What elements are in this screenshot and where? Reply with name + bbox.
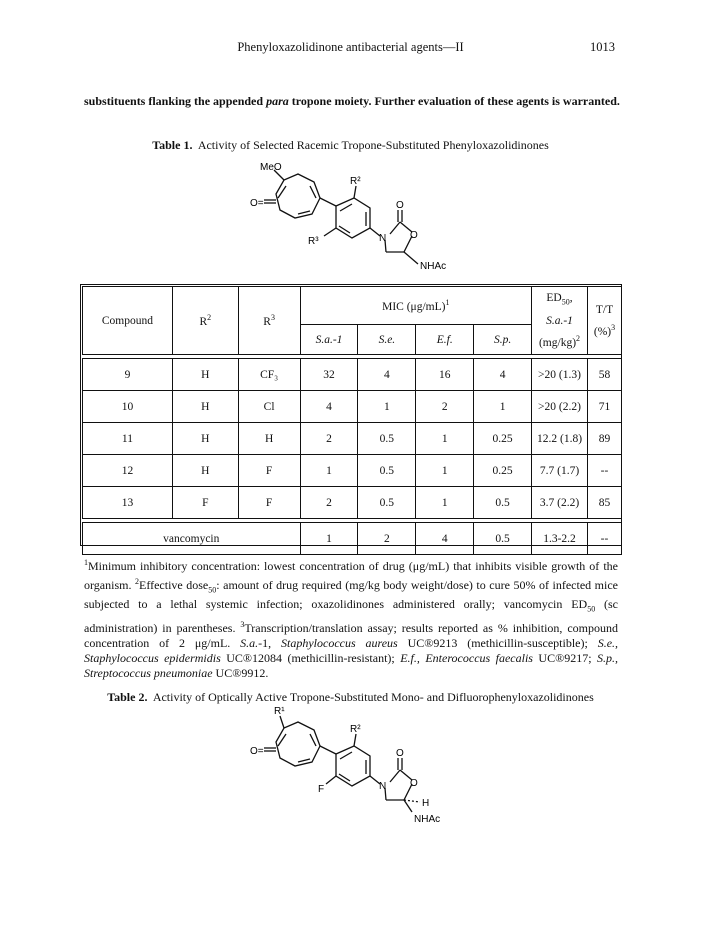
tropone-ring [276,174,320,218]
label-o-carbonyl: O [396,200,404,211]
label-r1: R¹ [274,706,285,717]
phenyl-ring [336,198,370,238]
header-ef: E.f. [416,325,474,355]
running-title: Phenyloxazolidinone antibacterial agents—II [237,40,464,54]
header-compound: Compound [83,287,173,355]
table-row: 10 H Cl 4 1 2 1 >20 (2.2) 71 [83,391,622,423]
header-r2: $R^2$ [172,287,238,355]
label-o-ring: O [410,230,418,241]
header-r3: $R^3$ [238,287,300,355]
table1-caption-text: Activity of Selected Racemic Tropone-Substituted Phenyloxazolidinones [197,138,549,152]
intro-after: tropone moiety. Further evaluation of these agents is warranted. [288,94,620,108]
table1-grid [82,286,622,555]
table1-caption [0,138,701,153]
intro-text [84,94,620,109]
tropone-ring [276,722,320,766]
table-row: 12 H F 1 0.5 1 0.25 7.7 (1.7) -- [83,455,622,487]
header-sp: S.p. [474,325,532,355]
label-o-ring: O [410,778,418,789]
table1-footnotes: $^1$Minimum inhibitory concentration: lowest concentration of drug (μg/mL) that inhibits visible growth of the organism. $^2$Effective dose$_{50}$: amount of drug required (mg/kg body weight/dose) to cure 50% of infected mice subjected to a lethal systemic infection; oxazolidinones administered orally; vancomycin $ED_{50}$ (sc administration) in parentheses. $^3$Transcription/translation assay; results reported as % inhibition, compound concentration of 2 μg/mL. S.a.-1, Staphylococcus aureus UC®9213 (methicillin-susceptible); S.e., Staphylococcus epidermidis UC®12084 (methicillin-resistant); E.f., Enterococcus faecalis UC®9217; S.p., Streptococcus pneumoniae UC®9912. [84,558,619,680]
label-r3: R³ [308,236,319,247]
intro-emph: para [266,94,289,108]
label-f: F [318,784,325,795]
table1-label: Table 1. [152,138,193,152]
table2-label: Table 2. [107,690,148,704]
header-se: S.e. [358,325,416,355]
label-nhac: NHAc [414,814,441,825]
phenyl-ring [336,746,370,786]
label-n: N [379,233,387,244]
page-number: 1013 [590,40,615,54]
label-meo: MeO [260,162,282,173]
header-ed50: $ED_{50}$, S.a.-1 $(mg/kg)^2$ [532,287,588,355]
table-row: 9 H CF₃ 32 4 16 4 >20 (1.3) 58 [83,359,622,391]
label-oketone: O= [250,198,264,209]
label-o-carbonyl: O [396,748,404,759]
label-h: H [422,798,430,809]
table2-caption-text: Activity of Optically Active Tropone-Substituted Mono- and Difluorophenyloxazolidinones [152,690,594,704]
table2-caption [0,690,701,705]
label-oketone: O= [250,746,264,757]
table-row-vancomycin: vancomycin 1 2 4 0.5 1.3-2.2 -- [83,523,622,555]
table2-structure [240,704,460,834]
table1 [82,286,622,555]
label-r2: R² [350,176,361,187]
header-mic: MIC $(\mu g/mL)^1$ [300,287,531,325]
header-sa1: S.a.-1 [300,325,358,355]
label-n: N [379,781,387,792]
label-r2: R² [350,724,361,735]
header-tt: T/T (%)$^3$ [587,287,621,355]
table-row: 11 H H 2 0.5 1 0.25 12.2 (1.8) 89 [83,423,622,455]
label-nhac: NHAc [420,261,447,272]
table1-structure [240,156,460,286]
intro-before: substituents flanking the appended [84,94,267,108]
table-row: 13 F F 2 0.5 1 0.5 3.7 (2.2) 85 [83,487,622,519]
